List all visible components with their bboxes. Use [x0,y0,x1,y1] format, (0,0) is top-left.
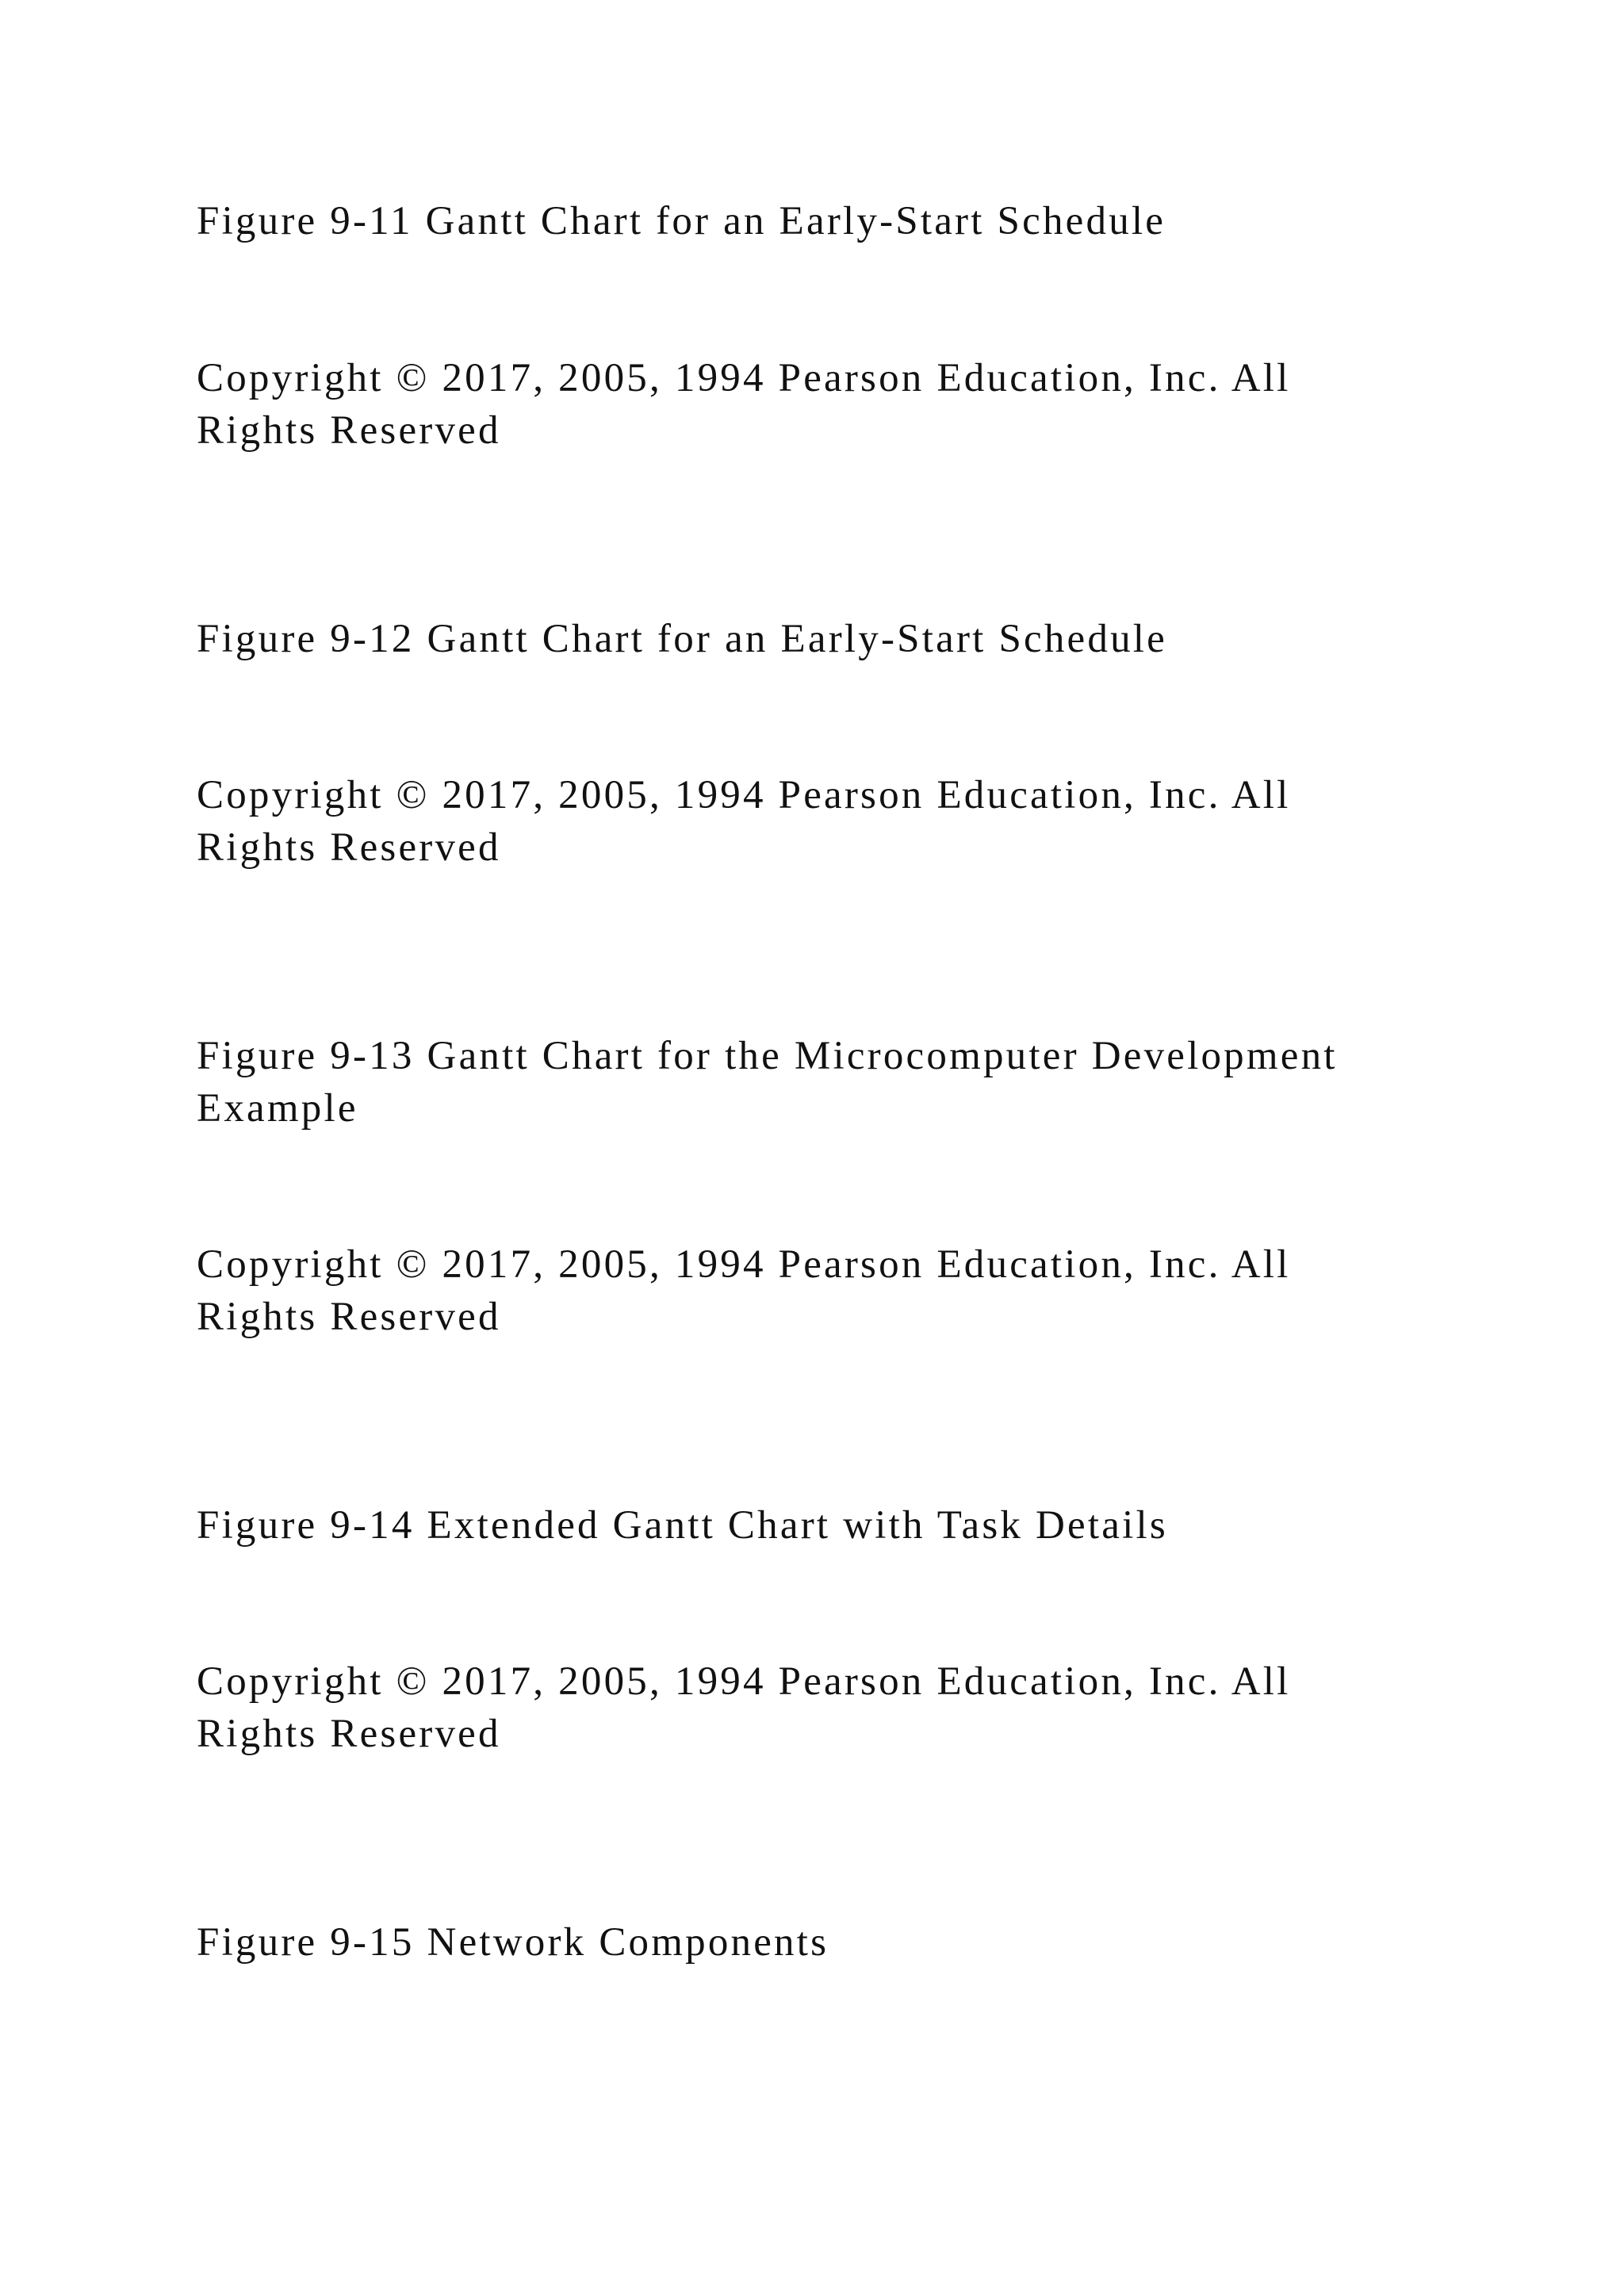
figure-caption: Figure 9-13 Gantt Chart for the Microcomputer Development [197,1034,1338,1078]
figure-caption: Figure 9-11 Gantt Chart for an Early-Start Schedule [197,199,1166,243]
copyright-line: Copyright © 2017, 2005, 1994 Pearson Education, Inc. All [197,356,1291,400]
copyright-line: Rights Reserved [197,408,501,453]
figure-caption: Example [197,1086,358,1131]
figure-caption: Figure 9-14 Extended Gantt Chart with Task Details [197,1503,1168,1548]
copyright-line: Rights Reserved [197,1712,501,1756]
figure-caption: Figure 9-15 Network Components [197,1920,829,1965]
copyright-line: Copyright © 2017, 2005, 1994 Pearson Education, Inc. All [197,773,1291,817]
copyright-line: Rights Reserved [197,825,501,870]
copyright-line: Copyright © 2017, 2005, 1994 Pearson Education, Inc. All [197,1659,1291,1704]
copyright-line: Copyright © 2017, 2005, 1994 Pearson Education, Inc. All [197,1242,1291,1287]
copyright-line: Rights Reserved [197,1295,501,1339]
figure-caption: Figure 9-12 Gantt Chart for an Early-Start Schedule [197,617,1167,661]
